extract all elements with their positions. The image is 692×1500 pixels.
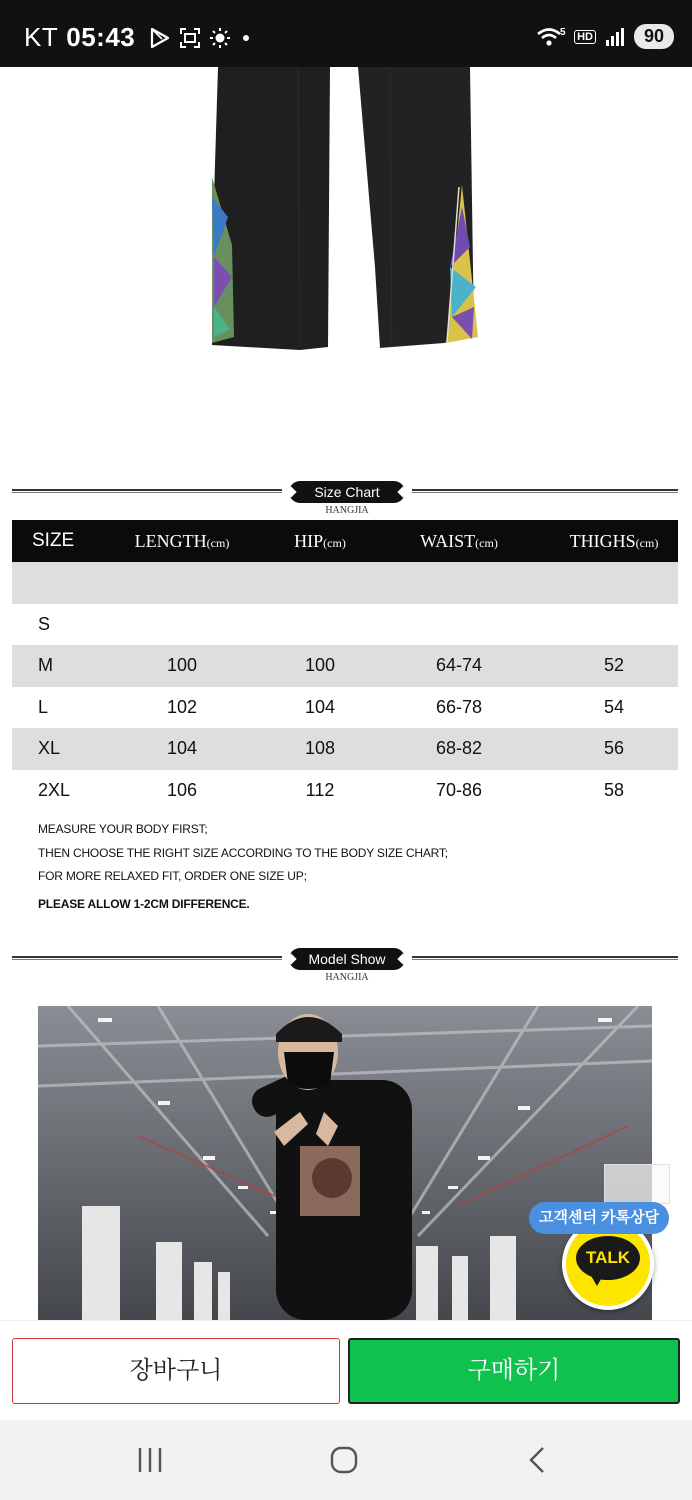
divider-left: [12, 489, 282, 493]
add-to-cart-button[interactable]: 장바구니: [12, 1338, 340, 1404]
header-size: SIZE: [32, 530, 75, 551]
note-line: PLEASE ALLOW 1-2CM DIFFERENCE.: [38, 896, 250, 911]
table-row: L 102 104 66-78 54: [38, 696, 625, 717]
model-photo: [38, 1006, 652, 1320]
table-row: [12, 562, 678, 604]
home-icon: [329, 1445, 359, 1475]
size-chart-title: Size Chart: [289, 481, 405, 503]
carrier-label: KT: [24, 22, 59, 52]
note-line: MEASURE YOUR BODY FIRST;: [38, 822, 208, 836]
kakao-consult-label[interactable]: 고객센터 카톡상담: [529, 1202, 669, 1234]
pants-illustration: [0, 67, 692, 457]
brand-label: HANGJIA: [325, 505, 369, 516]
dot-icon: [239, 27, 253, 49]
hd-icon: HD: [574, 30, 596, 44]
table-row: XL 104 108 68-82 56: [12, 728, 678, 770]
back-icon: [525, 1445, 551, 1475]
battery-indicator: 90: [634, 24, 674, 49]
note-line: FOR MORE RELAXED FIT, ORDER ONE SIZE UP;: [38, 869, 307, 883]
size-table: [12, 520, 678, 811]
signal-icon: [604, 26, 626, 48]
bottom-action-bar: [0, 1320, 692, 1420]
scroll-top-button[interactable]: [604, 1164, 670, 1204]
recents-icon: [135, 1446, 165, 1474]
talk-bubble-tail: [590, 1274, 604, 1286]
net-type-label: 5: [560, 26, 566, 38]
divider-left: [12, 956, 282, 960]
status-bar: [0, 0, 692, 67]
buy-now-button[interactable]: 구매하기: [348, 1338, 680, 1404]
home-button[interactable]: [314, 1440, 374, 1480]
header-length: LENGTH(cm): [134, 530, 230, 551]
back-button[interactable]: [508, 1440, 568, 1480]
product-image-pants: [0, 67, 692, 457]
play-store-icon: [149, 27, 171, 49]
talk-bubble-icon: TALK: [576, 1236, 640, 1280]
table-row: 2XL 106 112 70-86 58: [38, 779, 625, 800]
header-waist: WAIST(cm): [420, 530, 498, 551]
size-table-header: [12, 520, 678, 562]
wifi-icon: [536, 25, 566, 49]
screenshot-icon: [179, 27, 201, 49]
header-hip: HIP(cm): [294, 530, 346, 551]
table-row: M 100 100 64-74 52: [12, 645, 678, 687]
system-nav-bar: [0, 1420, 692, 1500]
note-line: THEN CHOOSE THE RIGHT SIZE ACCORDING TO THE BODY SIZE CHART;: [38, 845, 448, 860]
model-photo-illustration: [38, 1006, 652, 1320]
header-thighs: THIGHS(cm): [569, 530, 659, 551]
brightness-icon: [209, 27, 231, 49]
table-row: S: [38, 613, 51, 634]
divider-right: [412, 956, 678, 960]
model-show-header: [12, 948, 678, 988]
divider-right: [412, 489, 678, 493]
size-chart-header: [12, 481, 678, 521]
model-show-title: Model Show: [289, 948, 405, 970]
recents-button[interactable]: [120, 1440, 180, 1480]
brand-label: HANGJIA: [325, 972, 369, 983]
size-notes: [38, 818, 448, 916]
clock: 05:43: [66, 22, 136, 52]
